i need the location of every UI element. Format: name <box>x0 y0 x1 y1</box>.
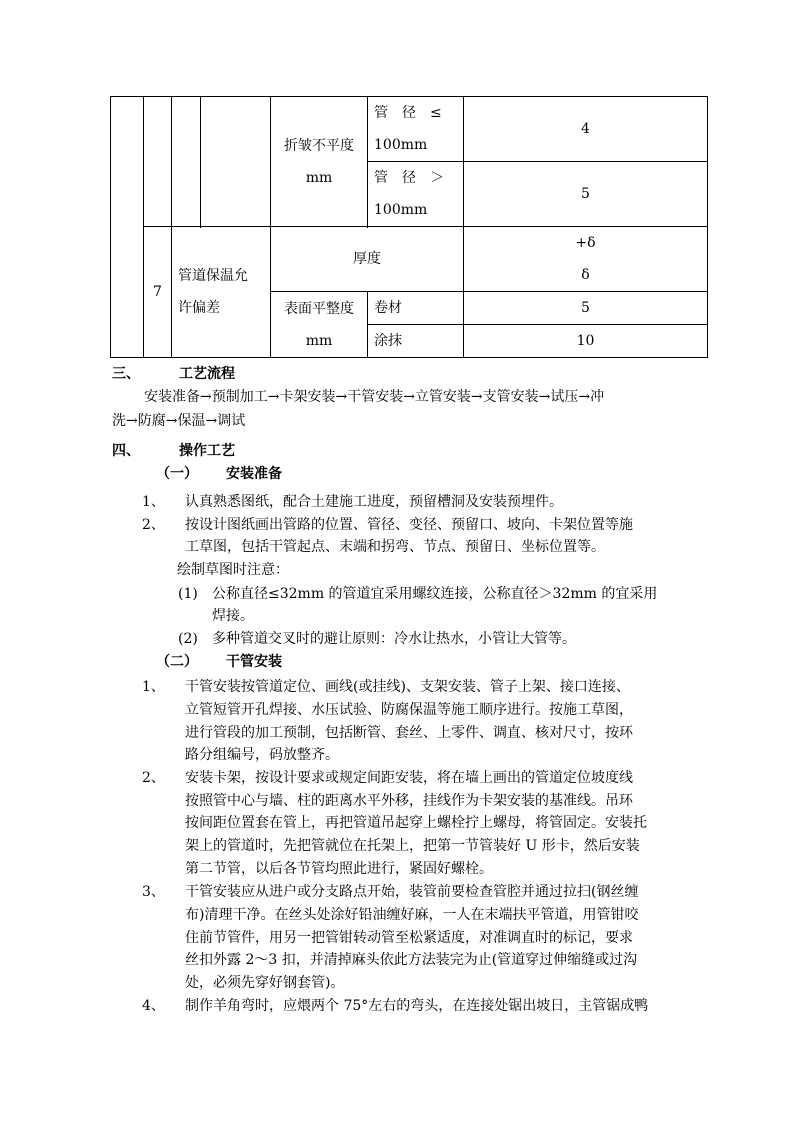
sub2-label-cell <box>368 162 464 227</box>
sub2-item3-line2: 布)清理干净。在丝头处涂好铅油缠好麻，一人在末端扶平管道，用管钳咬 <box>185 907 639 923</box>
thickness-value-cell <box>464 227 708 292</box>
roll-label: 卷材 <box>368 292 463 325</box>
thickness-label: 厚度 <box>271 227 464 292</box>
section4-number: 四、 <box>112 443 140 459</box>
sub2-item3-line5: 处，必须先穿好钢套管)。 <box>185 975 345 991</box>
note1-line1: 公称直径≤32mm 的管道宜采用螺纹连接，公称直径＞32mm 的宜采用 <box>212 586 658 602</box>
note1-num: (1) <box>178 586 198 602</box>
flatness-label-cell <box>271 97 368 227</box>
sub2-item2-line5: 第二节管，以后各节管均照此进行，紧固好螺栓。 <box>185 861 493 877</box>
sub2-item1-num: 1、 <box>142 679 165 695</box>
note2-num: (2) <box>178 631 198 647</box>
table-cell <box>172 97 201 227</box>
sub2-item1-line4: 路分组编号，码放整齐。 <box>185 747 339 763</box>
sub1-label-cell <box>368 97 464 162</box>
sub2-item4-line1: 制作羊角弯时，应煨两个 75°左右的弯头，在连接处锯出坡日，主管锯成鸭 <box>185 998 649 1014</box>
note1-line2: 焊接。 <box>212 608 254 624</box>
sub2-item3-line3: 住前节管件，用另一把管钳转动管至松紧适度，对准调直时的标记，要求 <box>185 930 633 946</box>
section4-title: 操作工艺 <box>179 443 235 459</box>
note2-line1: 多种管道交叉时的避让原则：冷水让热水，小管让大管等。 <box>212 631 576 647</box>
table-cell <box>144 97 172 227</box>
sub1-item1-line1: 认真熟悉图纸，配合土建施工进度，预留槽洞及安装预埋件。 <box>185 494 563 510</box>
sub2-item3-line4: 丝扣外露 2～3 扣，并清掉麻头依此方法装完为止(管道穿过伸缩缝或过沟 <box>185 952 638 968</box>
sub2-unit: 100mm <box>374 202 428 218</box>
surface-label: 表面平整度 <box>284 300 354 317</box>
surface-label-cell <box>271 292 368 358</box>
flatness-unit: mm <box>305 169 333 186</box>
row7-item-line1: 管道保温允 <box>178 268 248 284</box>
row7-item-cell <box>172 227 271 358</box>
sub2-item3-num: 3、 <box>142 884 165 900</box>
thickness-value-line1: +δ <box>575 235 596 251</box>
sub2-title: 干管安装 <box>226 654 282 670</box>
surface-unit: mm <box>305 332 333 349</box>
sub2-item2-line2: 按照管中心与墙、柱的距离水平外移，挂线作为卡架安装的基准线。吊环 <box>185 793 633 809</box>
smear-value: 10 <box>576 333 595 349</box>
sub1-value: 4 <box>464 97 708 162</box>
sub2-value: 5 <box>464 162 708 227</box>
table-cell <box>201 97 271 227</box>
sub2-number: （二） <box>156 654 198 670</box>
sub1-unit: 100mm <box>374 137 428 153</box>
sub2-item2-line4: 架上的管道时，先把管就位在托架上，把第一节管装好 U 形卡，然后安装 <box>185 838 640 854</box>
table-cell <box>111 97 144 358</box>
row7-item-line2: 许偏差 <box>178 300 220 316</box>
sub1-title: 安装准备 <box>226 466 282 482</box>
sub2-item1-line1: 干管安装按管道定位、画线(或挂线)、支架安装、管子上架、接口连接、 <box>185 679 630 695</box>
flatness-label: 折皱不平度 <box>284 137 354 154</box>
sub1-number: （一） <box>156 466 198 482</box>
sub1-label: 管 径 ≤ <box>374 105 442 121</box>
sub2-label: 管 径 ＞ <box>374 170 444 186</box>
sub1-item2-line1: 按设计图纸画出管路的位置、管径、变径、预留口、坡向、卡架位置等施 <box>185 517 633 533</box>
sub1-item1-num: 1、 <box>142 494 165 510</box>
section3-title: 工艺流程 <box>179 366 235 382</box>
thickness-value-line2: δ <box>581 267 590 283</box>
sub2-item1-line2: 立管短管开孔焊接、水压试验、防腐保温等施工顺序进行。按施工草图， <box>185 702 633 718</box>
smear-label: 涂抹 <box>374 333 402 349</box>
sub2-item2-num: 2、 <box>142 770 165 786</box>
section3-number: 三、 <box>112 366 140 382</box>
section3-flow-line1: 安装准备→预制加工→卡架安装→干管安装→立管安装→支管安装→试压→冲 <box>144 389 605 405</box>
tolerance-table <box>110 96 708 358</box>
roll-smear-values <box>464 292 708 358</box>
roll-value: 5 <box>464 292 707 325</box>
sub1-item2-line2: 工草图，包括干管起点、末端和拐弯、节点、预留日、坐标位置等。 <box>185 539 605 555</box>
sub2-item3-line1: 干管安装应从进户或分支路点开始，装管前要检查管腔并通过拉扫(钢丝缠 <box>185 884 639 900</box>
section3-flow-line2: 洗→防腐→保温→调试 <box>112 413 246 429</box>
sub2-item2-line3: 按间距位置套在管上，再把管道吊起穿上螺栓拧上螺母，将管固定。安装托 <box>185 815 647 831</box>
sub2-item4-num: 4、 <box>142 998 165 1014</box>
sub2-item2-line1: 安装卡架，按设计要求或规定间距安装，将在墙上画出的管道定位坡度线 <box>185 770 633 786</box>
roll-smear-cell <box>368 292 464 358</box>
sub1-note: 绘制草图时注意： <box>177 562 289 578</box>
sub2-item1-line3: 进行管段的加工预制，包括断管、套丝、上零件、调直、核对尺寸，按环 <box>185 725 633 741</box>
row7-index: 7 <box>144 227 172 358</box>
sub1-item2-num: 2、 <box>142 517 165 533</box>
